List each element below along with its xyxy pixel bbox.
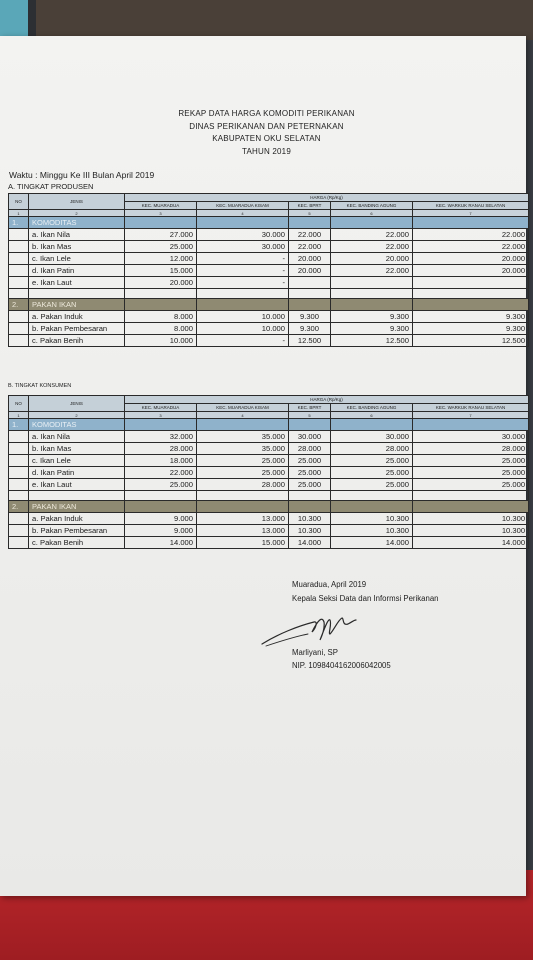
table-cell: a. Ikan Nila [29,229,125,241]
table-cell: 28.000 [125,443,197,455]
category-label: PAKAN IKAN [29,501,125,513]
table-cell: a. Ikan Nila [29,431,125,443]
table-cell [331,501,413,513]
document-header [0,108,533,158]
header-agency: DINAS PERIKANAN DAN PETERNAKAN [189,121,344,131]
table-cell: c. Ikan Lele [29,253,125,265]
table-cell: 10.000 [125,335,197,347]
handwritten-signature-icon [258,606,358,652]
column-number: 1 [9,412,29,419]
column-number: 3 [125,412,197,419]
category-no: 1. [9,419,29,431]
table-cell: 10.300 [413,525,529,537]
table-row [9,277,529,289]
table-cell: 12.500 [413,335,529,347]
table-cell: 10.300 [331,525,413,537]
column-number: 7 [413,210,529,217]
table-cell: 30.000 [331,431,413,443]
table-cell: 8.000 [125,311,197,323]
table-cell: 14.000 [413,537,529,549]
table-cell [197,217,289,229]
table-cell [125,217,197,229]
table-row [9,229,529,241]
table-cell [9,431,29,443]
table-cell: - [197,253,289,265]
table-cell: 22.000 [125,467,197,479]
table-row [9,253,529,265]
table-cell [289,217,331,229]
col-harga: HARGA (Rp/Kg) [125,194,529,202]
table-cell: 12.500 [331,335,413,347]
table-cell [289,501,331,513]
table-row-blank [9,289,529,299]
table-cell: 18.000 [125,455,197,467]
table-cell: a. Pakan Induk [29,513,125,525]
table-cell: 22.000 [331,229,413,241]
table-cell [331,277,413,289]
table-row [9,265,529,277]
table-cell: 28.000 [289,443,331,455]
table-cell [289,289,331,299]
table-cell: b. Pakan Pembesaran [29,525,125,537]
col-kec: KEC. BPRT [289,202,331,210]
table-cell: 20.000 [331,253,413,265]
col-kec: KEC. WARKUK RANAU SELATAN [413,404,529,412]
col-kec: KEC. MUARADUA KISAM [197,202,289,210]
col-kec: KEC. MUARADUA [125,202,197,210]
table-cell [413,491,529,501]
table-cell [125,299,197,311]
section-b-title: B. TINGKAT KONSUMEN [8,383,72,389]
table-row [9,479,529,491]
table-cell [125,491,197,501]
background-top [0,0,533,40]
table-cell: 35.000 [197,443,289,455]
column-number: 4 [197,210,289,217]
table-cell: 22.000 [331,241,413,253]
table-cell [413,299,529,311]
table-cell: 14.000 [331,537,413,549]
table-cell: 10.300 [289,525,331,537]
table-cell: d. Ikan Patin [29,467,125,479]
column-number: 6 [331,210,413,217]
table-cell: 9.300 [413,323,529,335]
table-cell [413,501,529,513]
table-row [9,455,529,467]
col-kec: KEC. BPRT [289,404,331,412]
table-cell: 25.000 [413,467,529,479]
table-cell [9,513,29,525]
table-cell: - [197,265,289,277]
col-no: NO [9,396,29,412]
table-cell [331,217,413,229]
table-cell: c. Pakan Benih [29,335,125,347]
table-cell [413,217,529,229]
column-number: 5 [289,210,331,217]
table-cell: e. Ikan Laut [29,277,125,289]
column-number: 2 [29,210,125,217]
column-number: 3 [125,210,197,217]
table-cell: 10.300 [413,513,529,525]
table-row [9,311,529,323]
table-cell: 14.000 [289,537,331,549]
table-cell: 30.000 [197,229,289,241]
col-kec: KEC. MUARADUA KISAM [197,404,289,412]
category-label: KOMODITAS [29,217,125,229]
header-title: REKAP DATA HARGA KOMODITI PERIKANAN [178,109,355,118]
table-cell: 28.000 [197,479,289,491]
column-number: 2 [29,412,125,419]
table-cell: 25.000 [125,241,197,253]
table-cell: 15.000 [197,537,289,549]
table-cell [125,289,197,299]
table-cell: 22.000 [413,241,529,253]
table-cell [9,443,29,455]
table-cell: 25.000 [331,467,413,479]
column-number-row [9,210,529,217]
table-cell [125,501,197,513]
table-cell [197,501,289,513]
table-cell [413,289,529,299]
table-cell [289,299,331,311]
table-cell: 10.300 [289,513,331,525]
table-cell: 10.300 [331,513,413,525]
table-cell: 9.300 [289,323,331,335]
col-kec: KEC. BANDING AGUNG [331,202,413,210]
table-cell: 25.000 [331,479,413,491]
table-row [9,513,529,525]
table-cell: 20.000 [125,277,197,289]
header-year: TAHUN 2019 [242,146,291,156]
table-cell: 12.500 [289,335,331,347]
col-no: NO [9,194,29,210]
category-row-komoditas [9,217,529,229]
table-row [9,241,529,253]
category-row-pakan [9,501,529,513]
table-cell [9,311,29,323]
column-number: 7 [413,412,529,419]
table-cell: 13.000 [197,525,289,537]
table-cell [29,289,125,299]
category-label: PAKAN IKAN [29,299,125,311]
table-cell: 27.000 [125,229,197,241]
table-row [9,431,529,443]
table-cell [331,289,413,299]
col-kec: KEC. BANDING AGUNG [331,404,413,412]
table-cell [289,491,331,501]
table-cell: 20.000 [289,265,331,277]
table-header-row [9,396,529,404]
sign-position: Kepala Seksi Data dan Informsi Perikanan [292,594,439,603]
category-no: 2. [9,501,29,513]
table-cell: 10.000 [197,323,289,335]
table-cell [413,277,529,289]
table-row [9,537,529,549]
table-cell: - [197,277,289,289]
category-row-pakan [9,299,529,311]
table-cell: 20.000 [413,265,529,277]
table-cell: - [197,335,289,347]
table-cell: 25.000 [331,455,413,467]
table-cell [29,491,125,501]
table-cell: 22.000 [289,241,331,253]
table-row [9,323,529,335]
table-cell [331,419,413,431]
table-produsen [8,193,529,347]
table-cell: a. Pakan Induk [29,311,125,323]
table-cell: 15.000 [125,265,197,277]
table-row [9,467,529,479]
category-no: 2. [9,299,29,311]
table-cell: 9.300 [413,311,529,323]
table-cell [9,479,29,491]
table-cell [9,277,29,289]
col-jenis: JENIS [29,396,125,412]
table-cell: 22.000 [289,229,331,241]
table-cell [413,419,529,431]
column-number: 6 [331,412,413,419]
sign-name: Marliyani, SP [292,648,338,657]
table-cell: 8.000 [125,323,197,335]
category-no: 1. [9,217,29,229]
table-cell [9,253,29,265]
table-cell: 9.300 [289,311,331,323]
table-cell: 25.000 [413,479,529,491]
table-cell [9,335,29,347]
column-number: 1 [9,210,29,217]
col-jenis: JENIS [29,194,125,210]
table-cell: 25.000 [197,455,289,467]
table-cell [9,491,29,501]
table-row-blank [9,491,529,501]
table-cell: c. Pakan Benih [29,537,125,549]
table-cell [9,229,29,241]
table-cell [9,537,29,549]
table-konsumen [8,395,529,549]
section-a-title: A. TINGKAT PRODUSEN [8,182,94,191]
table-cell: 22.000 [331,265,413,277]
table-cell: d. Ikan Patin [29,265,125,277]
table-cell: 25.000 [125,479,197,491]
table-cell: b. Ikan Mas [29,241,125,253]
table-cell [331,491,413,501]
category-row-komoditas [9,419,529,431]
sign-place-date: Muaradua, April 2019 [292,580,367,589]
table-header-row [9,194,529,202]
table-cell: 9.300 [331,323,413,335]
col-kec: KEC. MUARADUA [125,404,197,412]
table-cell [9,289,29,299]
table-cell [289,277,331,289]
table-cell: 30.000 [197,241,289,253]
table-row [9,335,529,347]
table-cell [9,467,29,479]
table-cell: 25.000 [289,455,331,467]
report-period: Waktu : Minggu Ke III Bulan April 2019 [9,170,155,180]
table-cell: b. Ikan Mas [29,443,125,455]
col-kec: KEC. WARKUK RANAU SELATAN [413,202,529,210]
table-cell [197,289,289,299]
table-row [9,443,529,455]
table-cell: 25.000 [197,467,289,479]
table-cell: 30.000 [289,431,331,443]
col-harga: HARGA (Rp/Kg) [125,396,529,404]
table-cell: 35.000 [197,431,289,443]
table-cell: 9.000 [125,525,197,537]
table-cell [197,419,289,431]
table-cell: 25.000 [289,467,331,479]
table-cell [9,455,29,467]
header-region: KABUPATEN OKU SELATAN [212,134,321,143]
table-cell [197,491,289,501]
table-cell: 10.000 [197,311,289,323]
category-label: KOMODITAS [29,419,125,431]
table-cell: 28.000 [331,443,413,455]
table-cell: 22.000 [413,229,529,241]
column-number: 4 [197,412,289,419]
table-row [9,525,529,537]
column-number: 5 [289,412,331,419]
table-cell [289,419,331,431]
table-cell: 9.300 [331,311,413,323]
table-cell [9,323,29,335]
table-cell: 20.000 [289,253,331,265]
table-cell: 9.000 [125,513,197,525]
table-cell: 12.000 [125,253,197,265]
table-cell: c. Ikan Lele [29,455,125,467]
table-cell: 20.000 [413,253,529,265]
table-cell: 13.000 [197,513,289,525]
column-number-row [9,412,529,419]
table-cell [9,525,29,537]
table-cell: 25.000 [289,479,331,491]
table-cell: 28.000 [413,443,529,455]
table-cell [331,299,413,311]
sign-nip: NIP. 1098404162006042005 [292,661,391,670]
table-cell [197,299,289,311]
table-cell: 30.000 [413,431,529,443]
table-cell [125,419,197,431]
table-cell: 14.000 [125,537,197,549]
table-cell [9,241,29,253]
table-cell [9,265,29,277]
table-cell: 25.000 [413,455,529,467]
table-cell: 32.000 [125,431,197,443]
table-cell: e. Ikan Laut [29,479,125,491]
table-cell: b. Pakan Pembesaran [29,323,125,335]
